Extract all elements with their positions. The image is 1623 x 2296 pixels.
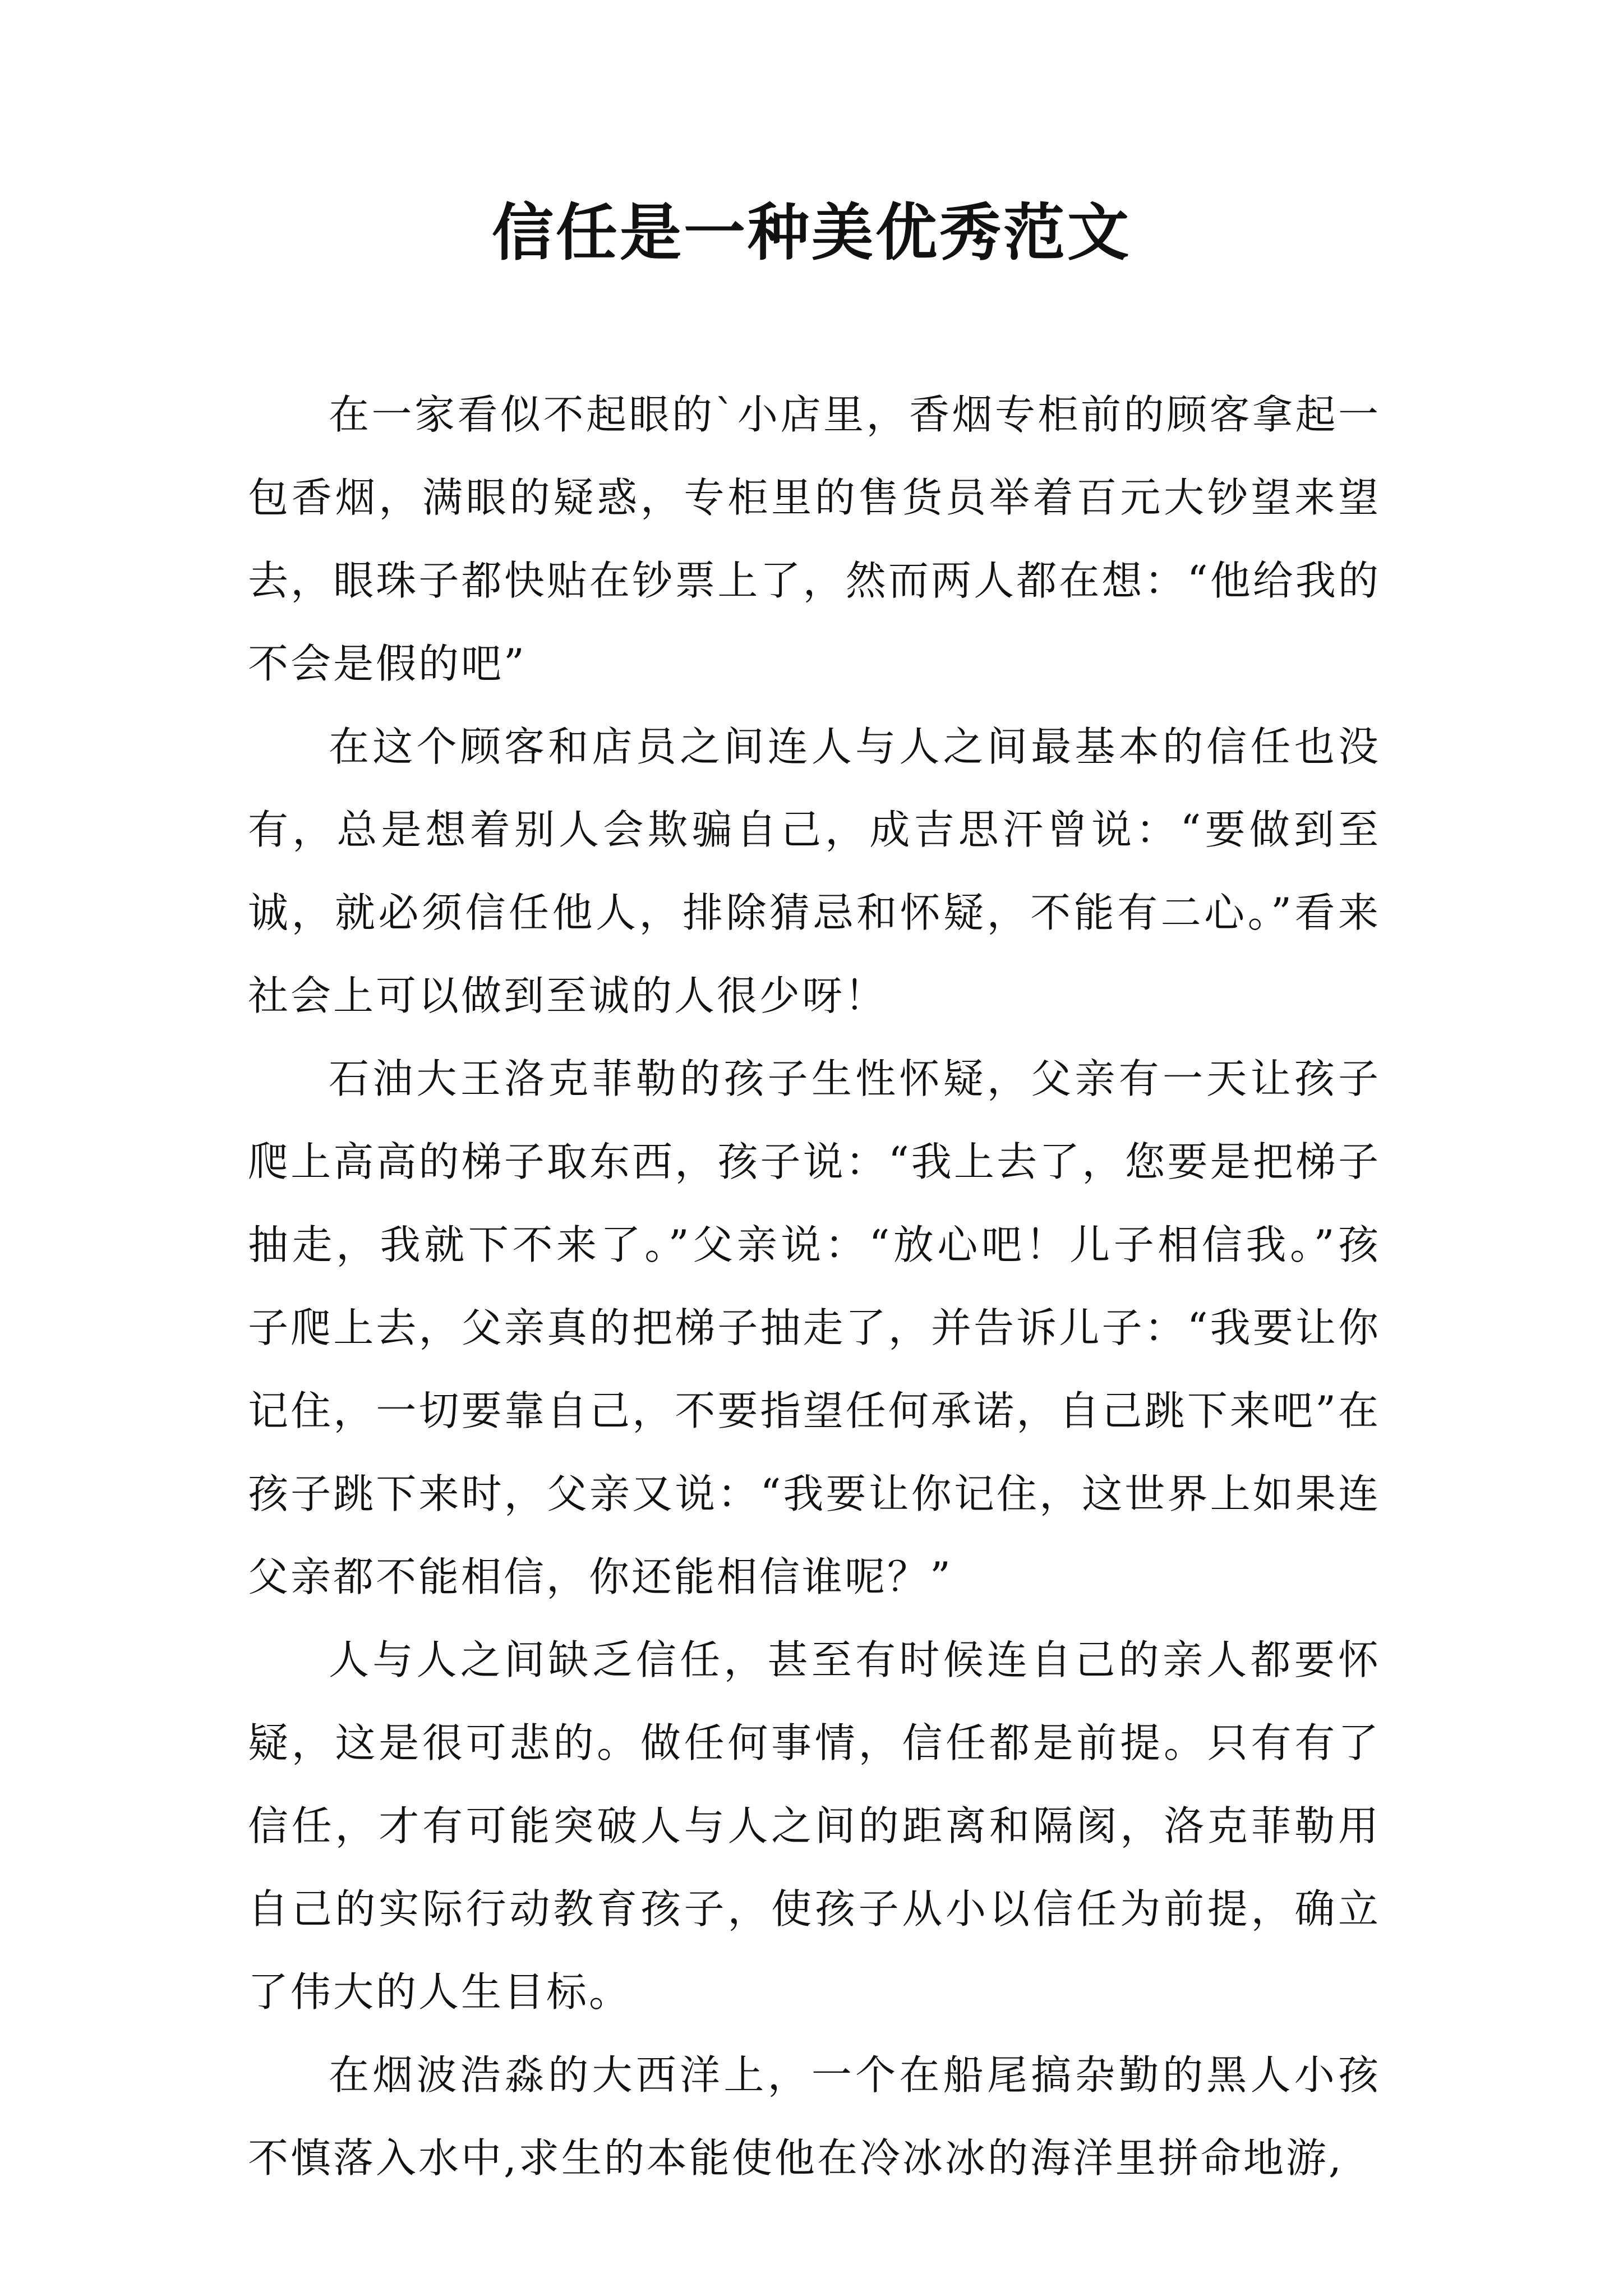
- paragraph: 在这个顾客和店员之间连人与人之间最基本的信任也没有，总是想着别人会欺骗自己，成吉思汗曾说：“要做到至诚，就必须信任他人，排除猜忌和怀疑，不能有二心。”看来社会上可以做到至诚的人很少呀！: [248, 723, 1381, 1019]
- document-body: [248, 373, 1381, 2200]
- paragraph: 石油大王洛克菲勒的孩子生性怀疑，父亲有一天让孩子爬上高高的梯子取东西，孩子说：“我上去了，您要是把梯子抽走，我就下不来了。”父亲说：“放心吧！儿子相信我。”孩子爬上去，父亲真的把梯子抽走了，并告诉儿子：“我要让你记住，一切要靠自己，不要指望任何承诺，自己跳下来吧”在孩子跳下来时，父亲又说：“我要让你记住，这世界上如果连父亲都不能相信，你还能相信谁呢？”: [248, 1055, 1381, 1600]
- document-title: 信任是一种美优秀范文: [492, 196, 1131, 269]
- paragraph: 在一家看似不起眼的`小店里，香烟专柜前的顾客拿起一包香烟，满眼的疑惑，专柜里的售货员举着百元大钞望来望去，眼珠子都快贴在钞票上了，然而两人都在想：“他给我的不会是假的吧”: [248, 391, 1381, 687]
- paragraph: 在烟波浩淼的大西洋上，一个在船尾搞杂勤的黑人小孩不慎落入水中,求生的本能使他在冷冰冰的海洋里拼命地游,: [248, 2051, 1381, 2182]
- paragraph: 人与人之间缺乏信任，甚至有时候连自己的亲人都要怀疑，这是很可悲的。做任何事情，信任都是前提。只有有了信任，才有可能突破人与人之间的距离和隔阂，洛克菲勒用自己的实际行动教育孩子，使孩子从小以信任为前提，确立了伟大的人生目标。: [248, 1636, 1381, 2016]
